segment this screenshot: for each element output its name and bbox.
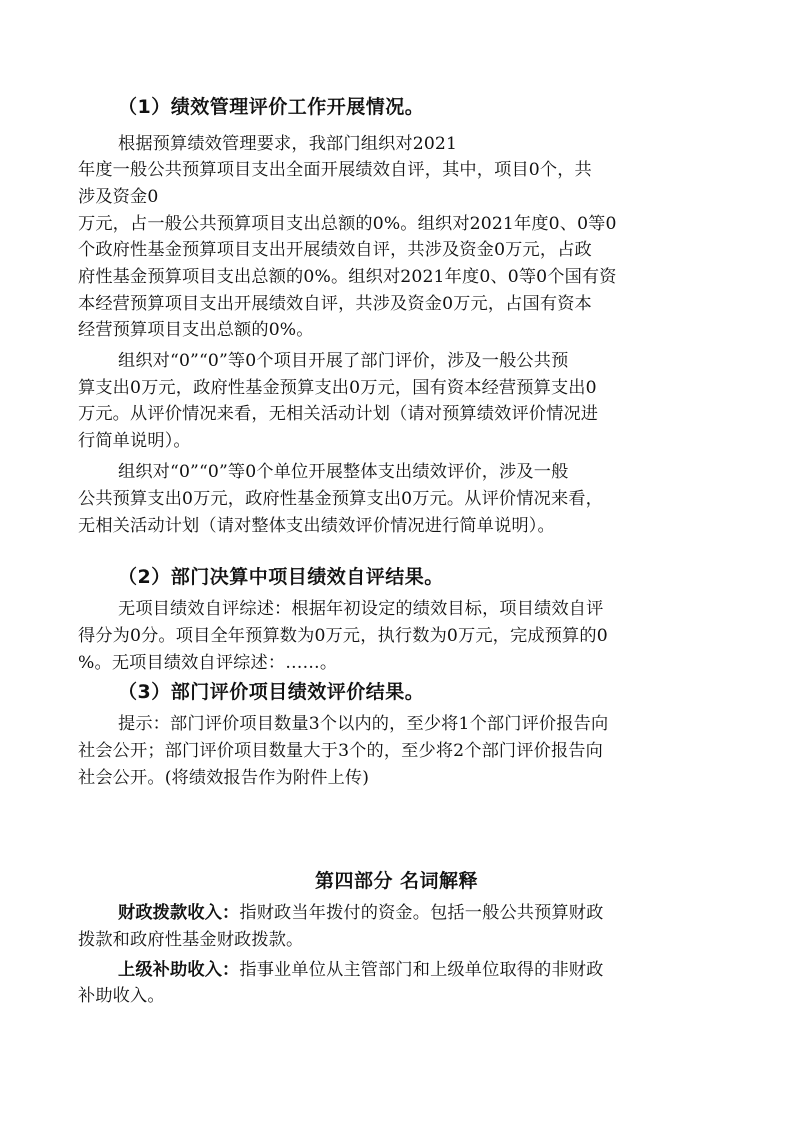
paragraph-line: 得分为0分。项目全年预算数为0万元，执行数为0万元，完成预算的0 <box>78 626 608 646</box>
paragraph-line: 经营预算项目支出总额的0%。 <box>78 320 314 340</box>
paragraph-line: 行简单说明）。 <box>78 431 191 451</box>
part-4-title: 第四部分 名词解释 <box>314 870 479 892</box>
paragraph-line: 无相关活动计划（请对整体支出绩效评价情况进行简单说明）。 <box>78 516 555 536</box>
paragraph-line: 个政府性基金预算项目支出开展绩效自评，共涉及资金0万元，占政 <box>78 240 592 260</box>
glossary-term: 财政拨款收入： <box>118 903 240 923</box>
paragraph-line: %。无项目绩效自评综述：……。 <box>78 653 338 673</box>
paragraph-line: 算支出0万元，政府性基金预算支出0万元，国有资本经营预算支出0 <box>78 378 597 398</box>
paragraph-line: 补助收入。 <box>78 986 165 1006</box>
paragraph-line: 组织对“0”“0”等0个项目开展了部门评价，涉及一般公共预 <box>118 351 569 371</box>
paragraph-line: 府性基金预算项目支出总额的0%。组织对2021年度0、0等0个国有资 <box>78 267 617 287</box>
glossary-definition: 指事业单位从主管部门和上级单位取得的非财政 <box>239 960 604 980</box>
paragraph-line: 万元。从评价情况来看，无相关活动计划（请对预算绩效评价情况进 <box>78 404 599 424</box>
glossary-entry <box>118 901 603 925</box>
paragraph-line: 社会公开。(将绩效报告作为附件上传) <box>78 768 370 788</box>
glossary-entry <box>118 958 603 982</box>
paragraph-line: 拨款和政府性基金财政拨款。 <box>78 930 304 950</box>
glossary-definition: 指财政当年拨付的资金。包括一般公共预算财政 <box>239 903 604 923</box>
paragraph-line: 社会公开；部门评价项目数量大于3个的，至少将2个部门评价报告向 <box>78 741 603 761</box>
paragraph-line: 提示：部门评价项目数量3个以内的，至少将1个部门评价报告向 <box>118 714 609 734</box>
glossary-term: 上级补助收入： <box>118 960 240 980</box>
paragraph-line: 万元，占一般公共预算项目支出总额的0%。组织对2021年度0、0等0 <box>78 214 617 234</box>
paragraph-line: 年度一般公共预算项目支出全面开展绩效自评，其中，项目0个，共 <box>78 160 592 180</box>
section-2-heading: （2）部门决算中项目绩效自评结果。 <box>118 566 444 588</box>
paragraph-line: 根据预算绩效管理要求，我部门组织对2021 <box>118 134 458 154</box>
section-3-heading: （3）部门评价项目绩效评价结果。 <box>118 681 425 703</box>
paragraph-line: 本经营预算项目支出开展绩效自评，共涉及资金0万元，占国有资本 <box>78 294 592 314</box>
paragraph-line: 涉及资金0 <box>78 187 159 207</box>
paragraph-line: 组织对“0”“0”等0个单位开展整体支出绩效评价，涉及一般 <box>118 462 569 482</box>
paragraph-line: 公共预算支出0万元，政府性基金预算支出0万元。从评价情况来看， <box>78 489 603 509</box>
paragraph-line: 无项目绩效自评综述：根据年初设定的绩效目标，项目绩效自评 <box>118 599 604 619</box>
section-1-heading: （1）绩效管理评价工作开展情况。 <box>118 96 425 118</box>
